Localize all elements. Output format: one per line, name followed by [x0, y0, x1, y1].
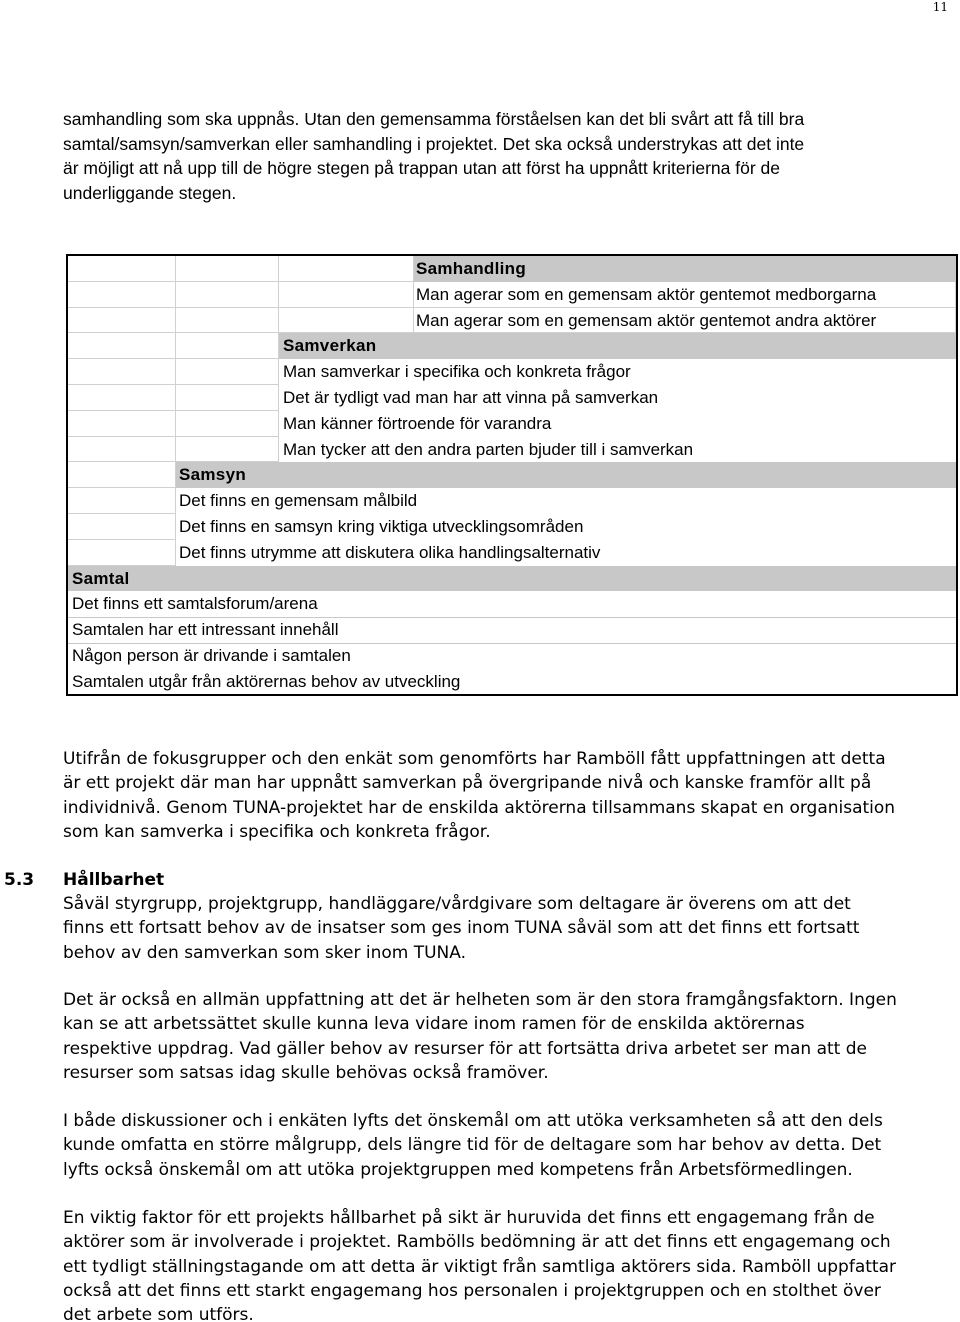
step-item: Man agerar som en gemensam aktör gentemot andra aktörer [416, 310, 877, 330]
step-title-samsyn: Samsyn [179, 465, 247, 485]
stair-row [68, 385, 956, 411]
stair-row [68, 333, 956, 359]
step-item: Samtalen har ett intressant innehåll [72, 620, 339, 640]
text-line: individnivå. Genom TUNA-projektet har de enskilda aktörerna tillsammans skapat en organisation [63, 797, 896, 818]
stair-row [68, 462, 956, 488]
stair-row [68, 411, 956, 437]
intro-paragraph [63, 107, 957, 205]
text-line: samhandling som ska uppnås. Utan den gemensamma förståelsen kan det bli svårt att få till bra [63, 109, 805, 129]
stair-row [68, 566, 956, 592]
stair-row [68, 617, 956, 643]
step-title-samtal: Samtal [72, 568, 130, 588]
section-paragraph [63, 988, 957, 1085]
text-line: det arbete som utförs. [63, 1305, 254, 1322]
stair-row [68, 437, 956, 463]
text-line: underliggande stegen. [63, 182, 237, 203]
stair-row [68, 488, 956, 514]
text-line: En viktig faktor för ett projekts hållbarhet på sikt är huruvida det finns ett engagemang från de [63, 1208, 875, 1228]
section-number: 5.3 [4, 870, 35, 890]
text-line: Det är också en allmän uppfattning att det är helheten som är den stora framgångsfaktorn. Ingen [63, 990, 897, 1010]
stair-row [68, 669, 956, 695]
step-item: Det finns ett samtalsforum/arena [72, 594, 318, 614]
stair-row [68, 308, 956, 334]
header-fill [176, 462, 956, 488]
step-item: Det finns en samsyn kring viktiga utvecklingsområden [179, 517, 584, 536]
cooperation-stair-diagram [66, 254, 958, 696]
text-line: också att det finns ett starkt engagemang hos personalen i projektgruppen och en stolthet över [63, 1280, 881, 1301]
text-line: kan se att arbetssättet skulle kunna leva vidare inom ramen för de enskilda aktörernas [63, 1014, 805, 1035]
text-line: finns ett fortsatt behov av de insatser som ges inom TUNA såväl som att det finns ett fortsatt [63, 918, 860, 939]
section-paragraph [63, 892, 957, 965]
text-line: ett tydligt ställningstagande om att detta är viktigt från samtliga aktörers sida. Ramböll uppfattar [63, 1256, 896, 1277]
stair-row [68, 591, 956, 617]
section-paragraph [63, 1206, 957, 1322]
step-item: Man samverkar i specifika och konkreta frågor [283, 362, 631, 382]
header-fill [68, 566, 956, 592]
text-line: I både diskussioner och i enkäten lyfts det önskemål om att utöka verksamheten så att den dels [63, 1111, 883, 1131]
text-line: som kan samverka i specifika och konkreta frågor. [63, 821, 491, 842]
assessment-paragraph [63, 747, 957, 844]
stair-row [68, 540, 956, 566]
step-item: Samtalen utgår från aktörernas behov av utveckling [72, 671, 461, 691]
step-title-samverkan: Samverkan [283, 336, 377, 356]
text-line: är möjligt att nå upp till de högre stegen på trappan utan att först ha uppnått kriterierna för de [63, 158, 780, 178]
stair-row [68, 643, 956, 669]
step-item: Det är tydligt vad man har att vinna på samverkan [283, 388, 659, 407]
stair-row [68, 359, 956, 385]
text-line: samtal/samsyn/samverkan eller samhandling i projektet. Det ska också understrykas att det inte [63, 133, 805, 154]
text-line: Utifrån de fokusgrupper och den enkät som genomförts har Ramböll fått uppfattningen att detta [63, 749, 886, 769]
step-item: Man agerar som en gemensam aktör gentemot medborgarna [416, 284, 877, 304]
text-line: är ett projekt där man har uppnått samverkan på övergripande nivå och kanske framför allt på [63, 773, 872, 794]
step-item: Man tycker att den andra parten bjuder till i samverkan [283, 439, 694, 459]
step-item: Någon person är drivande i samtalen [72, 646, 351, 665]
page-number: 11 [932, 0, 948, 14]
stair-row [68, 256, 956, 282]
step-item: Man känner förtroende för varandra [283, 413, 552, 433]
text-line: behov av den samverkan som sker inom TUNA. [63, 942, 466, 963]
text-line: lyfts också önskemål om att utöka projektgruppen med kompetens från Arbetsförmedlingen. [63, 1159, 853, 1180]
step-item: Det finns en gemensam målbild [179, 491, 418, 511]
text-line: resurser som satsas idag skulle behövas också framöver. [63, 1062, 549, 1083]
stair-row [68, 514, 956, 540]
step-title-samhandling: Samhandling [416, 259, 527, 278]
text-line: Såväl styrgrupp, projektgrupp, handläggare/vårdgivare som deltagare är överens om att det [63, 894, 851, 914]
text-line: kunde omfatta en större målgrupp, dels längre tid för de deltagare som har behov av detta. Det [63, 1135, 882, 1156]
step-item: Det finns utrymme att diskutera olika handlingsalternativ [179, 542, 601, 562]
text-line: aktörer som är involverade i projektet. Rambölls bedömning är att det finns ett engagemang och [63, 1232, 891, 1253]
stair-row [68, 282, 956, 308]
section-title: Hållbarhet [63, 870, 165, 890]
text-line: respektive uppdrag. Vad gäller behov av resurser för att fortsätta driva arbetet ser man att de [63, 1038, 867, 1059]
section-paragraph [63, 1109, 957, 1182]
header-fill [279, 333, 956, 359]
